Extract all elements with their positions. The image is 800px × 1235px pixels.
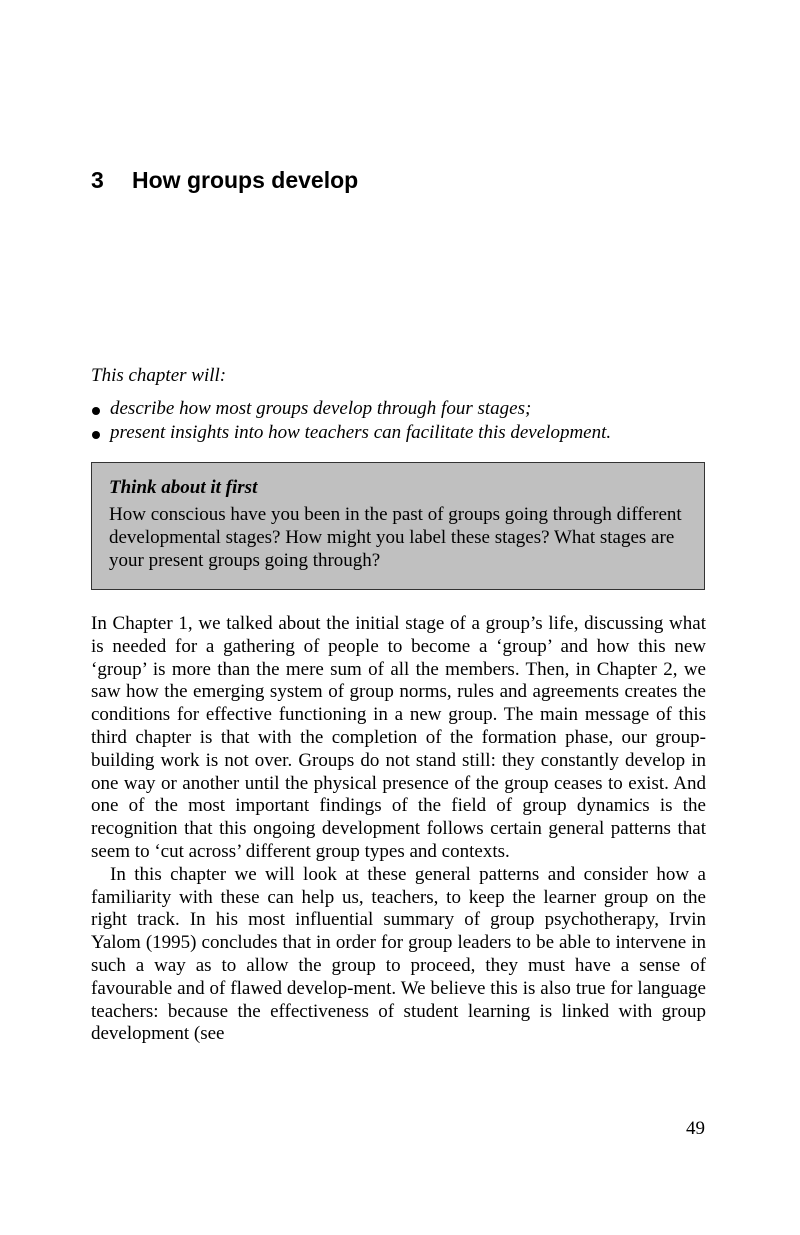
chapter-intro-lead: This chapter will: bbox=[91, 365, 227, 386]
chapter-number: 3 bbox=[91, 167, 104, 193]
bullet-icon bbox=[92, 407, 100, 415]
body-paragraph: In Chapter 1, we talked about the initial stage of a group’s life, discussing what is needed for a gathering of people to become a ‘group’ and how this new ‘group’ is more than the mere sum of all the members. Then, in Chapter 2, we saw how the emerging system of group norms, rules and agreements creates the conditions for effective functioning in a new group. The main message of this third chapter is that with the completion of the formation phase, our group-building work is not over. Groups do not stand still: they constantly develop in one way or another until the physical presence of the group ceases to exist. And one of the most important findings of the field of group dynamics is the recognition that this ongoing development follows certain general patterns that seem to ‘cut across’ different group types and contexts. bbox=[91, 613, 706, 862]
chapter-title bbox=[91, 164, 358, 196]
body-paragraph: In this chapter we will look at these general patterns and consider how a familiarity with these can help us, teachers, to keep the learner group on the right track. In his most influential summary of group psychotherapy, Irvin Yalom (1995) concludes that in order for group leaders to be able to intervene in such a way as to allow the group to proceed, they must have a sense of favourable and of flawed develop-ment. We believe this is also true for language teachers: because the effectiveness of student learning is linked with group development (see bbox=[91, 863, 706, 1045]
objective-item bbox=[91, 421, 611, 445]
think-box-heading: Think about it first bbox=[109, 477, 258, 498]
think-about-it-box bbox=[91, 462, 705, 590]
think-box-text: How conscious have you been in the past of groups going through different developmental stages? How might you label these stages? What stages are your present groups going through? bbox=[109, 504, 682, 571]
chapter-objectives bbox=[91, 397, 611, 445]
chapter-title-text: How groups develop bbox=[132, 167, 359, 193]
objective-text: describe how most groups develop through four stages; bbox=[110, 398, 532, 419]
body-text bbox=[91, 613, 706, 1046]
objective-item bbox=[91, 397, 611, 421]
bullet-icon bbox=[92, 431, 100, 439]
page-number: 49 bbox=[686, 1118, 705, 1139]
objective-text: present insights into how teachers can facilitate this development. bbox=[110, 422, 612, 443]
